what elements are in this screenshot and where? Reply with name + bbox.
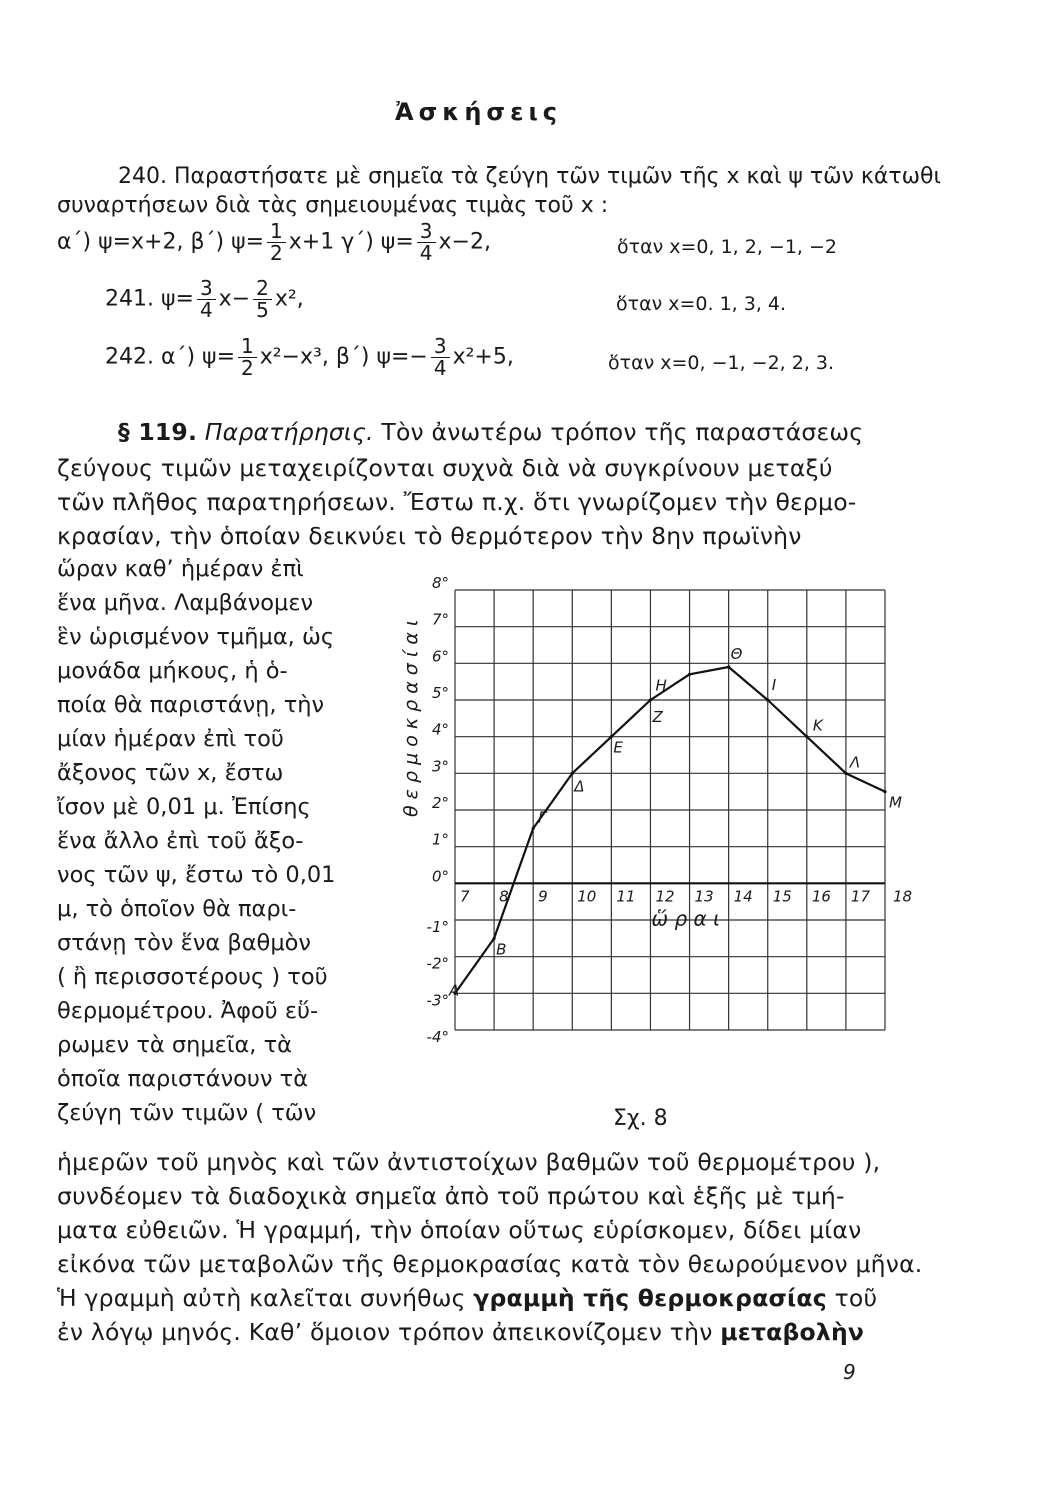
paragraph-line: ἄξονος τῶν x, ἔστω bbox=[57, 760, 284, 786]
fraction: $\frac{3}{4}$ bbox=[197, 278, 216, 321]
data-point bbox=[883, 790, 886, 793]
data-point bbox=[727, 665, 730, 668]
paragraph-line: νος τῶν ψ, ἔστω τὸ 0,01 bbox=[57, 862, 336, 888]
fraction: $\frac{3}{4}$ bbox=[417, 221, 436, 264]
y-tick-label: -2° bbox=[426, 954, 449, 973]
x-tick-label: 17 bbox=[850, 887, 871, 906]
data-point bbox=[688, 673, 691, 676]
y-tick-label: -3° bbox=[426, 991, 449, 1010]
point-label: Γ bbox=[538, 808, 547, 827]
exercise-242-when: ὅταν x=0, −1, −2, 2, 3. bbox=[608, 352, 835, 374]
data-point bbox=[766, 698, 769, 701]
point-label: H bbox=[655, 676, 667, 695]
y-tick-label: 1° bbox=[431, 830, 449, 849]
x-tick-label: 12 bbox=[655, 887, 675, 906]
point-label: B bbox=[496, 940, 507, 959]
x-tick-label: 16 bbox=[811, 887, 831, 906]
paragraph-line: ( ἢ περισσοτέρους ) τοῦ bbox=[57, 964, 328, 990]
exercise-240-when: ὅταν x=0, 1, 2, −1, −2 bbox=[617, 236, 838, 258]
paragraph-line: ἕνα μῆνα. Λαμβάνομεν bbox=[57, 590, 314, 616]
y-tick-label: -1° bbox=[426, 918, 449, 936]
y-tick-label: 0° bbox=[431, 867, 449, 886]
paragraph-line: μονάδα μήκους, ἡ ὁ- bbox=[57, 658, 288, 684]
y-tick-label: 6° bbox=[431, 647, 449, 666]
paragraph-line: θερμομέτρου. Ἀφοῦ εὕ- bbox=[57, 998, 319, 1024]
data-point bbox=[532, 827, 535, 830]
bold-term: γραμμὴ τῆς θερμοκρασίας bbox=[473, 1284, 827, 1312]
paragraph-line: Ἡ γραμμὴ αὐτὴ καλεῖται συνήθως γραμμὴ τῆς θερμοκρασίας τοῦ bbox=[57, 1284, 878, 1312]
paragraph-line: εἰκόνα τῶν μεταβολῶν τῆς θερμοκρασίας κατὰ τὸν θεωρούμενον μῆνα. bbox=[57, 1250, 923, 1278]
paragraph-line: ἓν ὡρισμένον τμῆμα, ὡς bbox=[57, 624, 335, 650]
x-axis-label: ὥ ρ α ι bbox=[651, 906, 720, 931]
fraction: $\frac{2}{5}$ bbox=[253, 278, 272, 321]
x-tick-label: 7 bbox=[460, 887, 470, 906]
exercise-241-formula: 241. ψ= $\frac{3}{4}$ x− $\frac{2}{5}$ x², bbox=[105, 276, 304, 322]
x-tick-label: 8 bbox=[499, 887, 509, 906]
x-tick-label: 18 bbox=[893, 887, 913, 906]
x-tick-label: 9 bbox=[538, 887, 548, 906]
paragraph-line: ἡμερῶν τοῦ μηνὸς καὶ τῶν ἀντιστοίχων βαθμῶν τοῦ θερμομέτρου ), bbox=[57, 1148, 881, 1176]
y-tick-label: 2° bbox=[431, 794, 449, 812]
paragraph-line: ἕνα ἄλλο ἐπὶ τοῦ ἄξο- bbox=[57, 828, 304, 854]
exercise-242-formula: 242. α΄) ψ= $\frac{1}{2}$ x²−x³, β΄) ψ=− $\frac{3}{4}$ x²+5, bbox=[105, 334, 514, 380]
y-axis-label: θ ε ρ μ ο κ ρ α σ ί α ι bbox=[400, 619, 422, 817]
data-point bbox=[844, 772, 847, 775]
paragraph-line: ὁποῖα παριστάνουν τὰ bbox=[57, 1066, 309, 1092]
paragraph-line: ζεύγη τῶν τιμῶν ( τῶν bbox=[57, 1100, 317, 1126]
exercise-240-line1: 240. Παραστήσατε μὲ σημεῖα τὰ ζεύγη τῶν τιμῶν τῆς x καὶ ψ τῶν κάτωθι bbox=[118, 164, 941, 189]
point-label: K bbox=[812, 716, 823, 735]
paragraph-line: ἴσον μὲ 0,01 μ. Ἐπίσης bbox=[57, 794, 311, 820]
section-number: § 119. bbox=[118, 418, 198, 446]
temperature-chart bbox=[400, 570, 913, 1070]
point-label: A bbox=[449, 981, 460, 1000]
exercise-240-line2: συναρτήσεων διὰ τὰς σημειουμένας τιμὰς τοῦ x : bbox=[57, 193, 609, 218]
y-tick-label: 8° bbox=[431, 574, 449, 592]
point-label: I bbox=[771, 676, 777, 694]
point-label: Θ bbox=[730, 645, 743, 663]
y-tick-label: 7° bbox=[431, 610, 449, 629]
paragraph-line: ζεύγους τιμῶν μεταχειρίζονται συχνὰ διὰ νὰ συγκρίνουν μεταξύ bbox=[57, 454, 833, 482]
point-label: Z bbox=[652, 708, 663, 726]
paragraph-line: ρωμεν τὰ σημεῖα, τὰ bbox=[57, 1032, 292, 1058]
paragraph-line: συνδέομεν τὰ διαδοχικὰ σημεῖα ἀπὸ τοῦ πρώτου καὶ ἑξῆς μὲ τμή- bbox=[57, 1182, 845, 1210]
point-label: Δ bbox=[574, 777, 585, 796]
paragraph-line: ἐν λόγῳ μηνός. Καθ’ ὅμοιον τρόπον ἀπεικονίζομεν τὴν μεταβολὴν bbox=[57, 1318, 865, 1346]
fraction: $\frac{1}{2}$ bbox=[267, 221, 286, 264]
section-heading-line bbox=[118, 418, 863, 446]
point-label: E bbox=[613, 738, 623, 757]
paragraph-line: τῶν πλῆθος παρατηρήσεων. Ἔστω π.χ. ὅτι γνωρίζομεν τὴν θερμο- bbox=[57, 488, 857, 516]
y-tick-label: 5° bbox=[431, 684, 449, 702]
paragraph-line: ποία θὰ παριστάνῃ, τὴν bbox=[57, 692, 325, 718]
y-tick-label: -4° bbox=[426, 1028, 449, 1046]
paragraph-line: ὥραν καθ’ ἡμέραν ἐπὶ bbox=[57, 556, 304, 582]
exercise-240-formulas: α΄) ψ=x+2, β΄) ψ= $\frac{1}{2}$ x+1 γ΄) ψ= $\frac{3}{4}$ x−2, bbox=[57, 219, 491, 265]
x-tick-label: 13 bbox=[694, 887, 714, 906]
x-tick-label: 14 bbox=[733, 887, 753, 906]
x-tick-label: 10 bbox=[577, 887, 597, 906]
point-label: Λ bbox=[849, 753, 861, 772]
data-point bbox=[571, 772, 574, 775]
data-point bbox=[805, 735, 808, 738]
fraction: $\frac{3}{4}$ bbox=[431, 336, 450, 379]
page-number: 9 bbox=[843, 1360, 856, 1384]
y-tick-label: 4° bbox=[431, 720, 449, 739]
x-tick-label: 15 bbox=[772, 887, 792, 906]
paragraph-line: μ, τὸ ὁποῖον θὰ παρι- bbox=[57, 896, 297, 922]
x-tick-label: 11 bbox=[616, 887, 636, 906]
exercise-241-when: ὅταν x=0. 1, 3, 4. bbox=[616, 293, 787, 315]
section-heading: Παρατήρησις. bbox=[204, 418, 374, 446]
y-tick-label: 3° bbox=[431, 757, 449, 776]
bold-term: μεταβολὴν bbox=[720, 1318, 865, 1346]
paragraph-line: ματα εὐθειῶν. Ἡ γραμμή, τὴν ὁποίαν οὕτως εὑρίσκομεν, δίδει μίαν bbox=[57, 1216, 862, 1244]
paragraph-line: μίαν ἡμέραν ἐπὶ τοῦ bbox=[57, 726, 284, 752]
section-first-line: Τὸν ἀνωτέρω τρόπον τῆς παραστάσεως bbox=[381, 418, 864, 446]
point-label: M bbox=[889, 793, 902, 812]
data-point bbox=[649, 698, 652, 701]
figure-caption: Σχ. 8 bbox=[613, 1106, 668, 1131]
paragraph-line: στάνῃ τὸν ἕνα βαθμὸν bbox=[57, 930, 311, 956]
page-title: Ἀσκήσεις bbox=[395, 98, 563, 126]
formula-a: α΄) ψ=x+2, β΄) ψ= bbox=[57, 229, 265, 255]
fraction: $\frac{1}{2}$ bbox=[238, 336, 257, 379]
paragraph-line: κρασίαν, τὴν ὁποίαν δεικνύει τὸ θερμότερον τὴν 8ην πρωϊνὴν bbox=[57, 522, 802, 550]
